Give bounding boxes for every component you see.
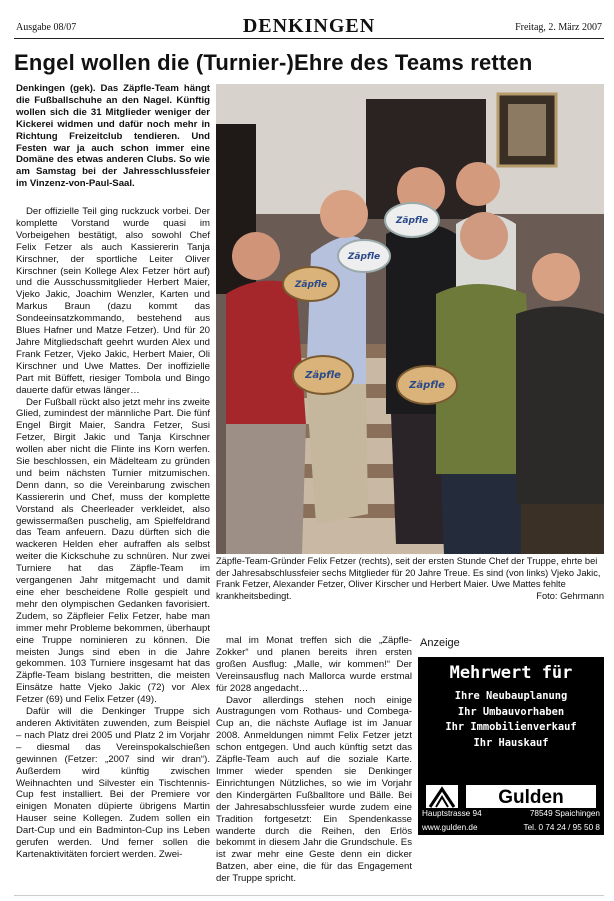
ad-website[interactable]: www.gulden.de xyxy=(422,823,478,832)
body-paragraph: Der offizielle Teil ging ruckzuck vorbei. Der komplette Vorstand wurde quasi im Vorbeigehen bestätigt, also sowohl Chef Felix Fetzer als auch Kassiererin Tanja Kirschner, der sportliche Leiter Oliver Kirschner (sein Kollege Alex Fetzer hört auf) und die Ausschussmitglieder Herbert Maier, Vjeko Jakic, Joachim Wenzler, Karten und Markus Braun (dazu kommt das Sondeeinsatzkommando, bestehend aus Blues Hafner und Matze Fetzer). Und für 20 Jahre Mitgliedschaft geehrt wurden Alex und Frank Fetzer, Vjeko Jakic, Herbert Maier, Oli Kirschner und Uwe Mattes. Der inoffizielle Part mit Büffett, riesiger Tombola und Bingo dauerte dafür etwas länger… xyxy=(16,206,210,396)
svg-text:Zäpfle: Zäpfle xyxy=(294,280,328,290)
photo-caption xyxy=(216,556,604,602)
caption-text: Zäpfle-Team-Gründer Felix Fetzer (rechts), seit der ersten Stunde Chef der Truppe, ehrte bei der Jahresabschlussfeier sechs Mitglieder für 20 Jahre Treue. Es sind (von links) Vjeko Jakic, Frank Fetzer, Alexander Fetzer, Oliver Kirscher und Herbert Maier. Uwe Mattes fehlte krankheitsbedingt. xyxy=(216,556,601,601)
article-body-column xyxy=(16,206,210,861)
ad-service-line: Ihr Umbauvorhaben xyxy=(457,705,565,718)
page-bottom-rule xyxy=(14,895,604,896)
body-paragraph: Der Fußball rückt also jetzt mehr ins zweite Glied, zumindest der männliche Part. Die fünf Engel Birgit Maier, Sandra Fetzer, Susi Fetzer, Birgit Jakic und Tanja Kirschner wollen aber nicht die Flinte ins Korn werfen. Sie beschlossen, ein Mädelteam zu gründen und beim nächsten Turnier mitzumischen. Denn dann, so die Vereinbarung zwischen Kassiererin und Chef, muss der komplette Vorstand als Cheerleader verkleidet, also gewissermaßen puschelig, am Spielfeldrand das Team anfeuern. Dazu dürften sich die wackeren Helden eher aufraffen als selbst weiter die Kickschuhe zu schnüren. Nur zwei Turniere hat das Zäpfle-Team im vergangenen Jahr mitgemacht und damit eine eher bescheidene Rolle gespielt und mehr den olympischen Gedanken favorisiert. Zudem, so Zäpfleier Felix Fetzer, habe man immer mehr Probleme bekommen, überhaupt eine Truppe nominieren zu können. Die meisten Jungs sind eben in die Jahre gekommen. 103 Turniere insgesamt hat das Zäpfle-Team bislang bestritten, die meisten Einsätze hatte Vjeko Jakic (72) vor Alex Fetzer (69) und Felix Fetzer (49). xyxy=(16,396,210,706)
ad-service-line: Ihr Hauskauf xyxy=(473,736,549,749)
photo-credit: Foto: Gehrmann xyxy=(536,590,604,601)
svg-text:Zäpfle: Zäpfle xyxy=(395,216,429,226)
ad-service-list xyxy=(418,689,604,751)
advertisement[interactable] xyxy=(418,657,604,821)
ad-city: 78549 Spaichingen xyxy=(529,809,600,818)
body-paragraph: mal im Monat treffen sich die „Zäpfle-Zokker“ und planen bereits ihren ersten großen Ausflug: „Malle, wir kommen!“ Der Vereinsausflug nach Mallorca wurde erstmal für 2028 angedacht… xyxy=(216,635,412,694)
newspaper-title: DENKINGEN xyxy=(242,15,376,37)
svg-text:Zäpfle: Zäpfle xyxy=(305,370,341,381)
article-body-continued xyxy=(216,635,412,885)
ad-contact-row xyxy=(418,821,604,835)
article-headline: Engel wollen die (Turnier-)Ehre des Teams retten xyxy=(14,50,533,75)
ad-address-row xyxy=(418,808,604,821)
ad-label: Anzeige xyxy=(420,637,460,649)
body-paragraph: Davor allerdings stehen noch einige Austragungen vom Rothaus- und Combega-Cup an, die nächste Auflage ist im Januar 2008. Anmeldungen nimmt Felix Fetzer jetzt schon entgegen. Und auch künftig setzt das Zäpfle-Team auch auf die soziale Karte. Immer wieder spenden sie Denkinger Einrichtungen Nützliches, so wie im Vorjahr den Kindergärten Fußballtore und Bälle. Bei der Jahresabschlussfeier wurde zudem eine Tradition fortgesetzt: Ein Spendenkasse wanderte durch die Reihen, den Erlös bekommt in diesem Jahr die Grundschule. Es ist zwar mehr eine Geste denn ein dicker Batzen, aber eine, die für das Engagement der Truppe spricht. xyxy=(216,694,412,885)
ad-brand-name: Gulden xyxy=(466,785,596,811)
svg-text:Zäpfle: Zäpfle xyxy=(347,252,381,262)
ad-phone: Tel. 0 74 24 / 95 50 8 xyxy=(523,823,600,832)
ad-service-line: Ihr Immobilienverkauf xyxy=(445,721,577,733)
ad-headline: Mehrwert für xyxy=(449,663,573,683)
body-paragraph: Dafür will die Denkinger Truppe sich anderen Aktivitäten zuwenden, zum Beispiel – nach Platz drei 2005 und Platz 2 im Vorjahr – diesmal das Vereinspokalschießen gewinnen (Fetzer: „2007 sind wir dran“). Außerdem wird künftig zwischen Weihnachten und Silvester ein Tischtennis-Cup fest installiert. Bei der Premiere vor einigen Monaten düpierte übrigens Martin Hauser seine Kollegen. Zudem sollen ein Dart-Cup und ein Badminton-Cup ins Leben gerufen werden. Und ferner sollen die Kartenaktivitäten forciert werden. Zwei- xyxy=(16,706,210,860)
svg-text:Zäpfle: Zäpfle xyxy=(409,380,445,391)
ad-service-line: Ihre Neubauplanung xyxy=(454,690,568,702)
team-photo-illustration xyxy=(216,84,604,554)
masthead xyxy=(14,12,604,39)
ad-address: Hauptstrasse 94 xyxy=(422,809,482,818)
team-photo xyxy=(216,84,604,554)
issue-number: Ausgabe 08/07 xyxy=(16,22,77,33)
issue-date: Freitag, 2. März 2007 xyxy=(515,22,602,33)
article-lead: Denkingen (gek). Das Zäpfle-Team hängt die Fußballschuhe an den Nagel. Künftig wollen sich die 31 Mitglieder weniger der Kickerei widmen und dafür noch mehr in Richtung Freizeitclub tendieren. Und Festen war ja auch schon immer eine Domäne des etwas anderen Clubs. So wie am Samstag bei der Jahresschlussfeier im Vinzenz-von-Paul-Saal. xyxy=(16,83,210,190)
